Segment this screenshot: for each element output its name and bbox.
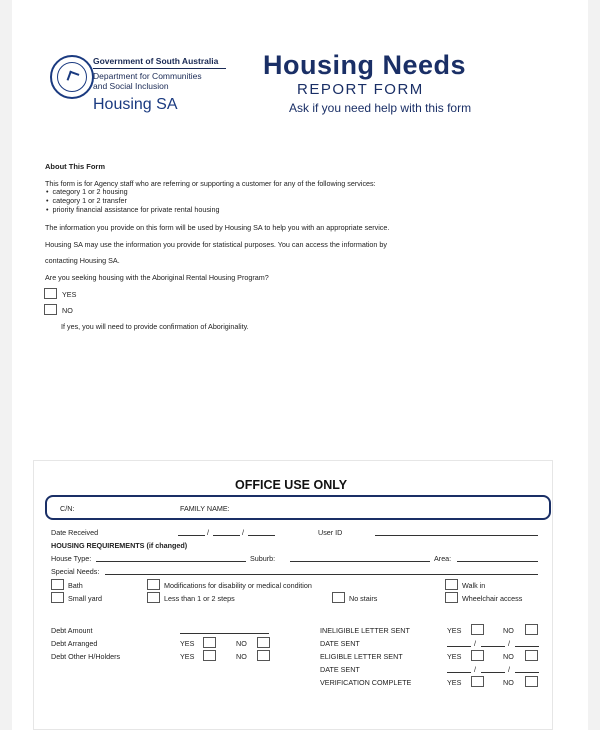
- eligible-no-label: NO: [503, 652, 514, 661]
- modifications-checkbox[interactable]: [147, 579, 160, 590]
- no-stairs-checkbox[interactable]: [332, 592, 345, 603]
- special-needs-label: Special Needs:: [51, 567, 100, 576]
- suburb-field[interactable]: [290, 561, 430, 562]
- debt-amount-label: Debt Amount: [51, 626, 93, 635]
- about-intro: This form is for Agency staff who are referring or supporting a customer for any of the following services:: [45, 179, 376, 188]
- debt-other-no-checkbox[interactable]: [257, 650, 270, 661]
- date-slash: /: [207, 528, 209, 537]
- aboriginality-note: If yes, you will need to provide confirmation of Aboriginality.: [61, 322, 249, 331]
- date-sent-label: DATE SENT: [320, 665, 360, 674]
- dept-name: [93, 71, 233, 91]
- no-label: NO: [62, 306, 73, 315]
- debt-other-no-label: NO: [236, 652, 247, 661]
- date-slash: /: [474, 665, 476, 674]
- debt-other-yes-label: YES: [180, 652, 195, 661]
- government-seal-icon: [50, 55, 94, 99]
- yes-label: YES: [62, 290, 77, 299]
- debt-arranged-yes-label: YES: [180, 639, 195, 648]
- debt-other-yes-checkbox[interactable]: [203, 650, 216, 661]
- eligible-date-month[interactable]: [481, 672, 505, 673]
- form-title: Housing Needs: [263, 50, 467, 80]
- no-stairs-label: No stairs: [349, 594, 378, 603]
- eligible-label: ELIGIBLE LETTER SENT: [320, 652, 403, 661]
- area-field[interactable]: [457, 561, 538, 562]
- gov-name: Government of South Australia: [93, 56, 219, 66]
- house-type-label: House Type:: [51, 554, 92, 563]
- date-slash: /: [508, 665, 510, 674]
- bath-checkbox[interactable]: [51, 579, 64, 590]
- date-sent-label: DATE SENT: [320, 639, 360, 648]
- list-item: • category 1 or 2 housing: [46, 187, 220, 196]
- walk-in-label: Walk in: [462, 581, 486, 590]
- small-yard-label: Small yard: [68, 594, 102, 603]
- requirements-heading: HOUSING REQUIREMENTS (if changed): [51, 541, 188, 550]
- date-slash: /: [508, 639, 510, 648]
- user-id-label: User ID: [318, 528, 343, 537]
- debt-arranged-yes-checkbox[interactable]: [203, 637, 216, 648]
- house-type-field[interactable]: [96, 561, 246, 562]
- less-steps-checkbox[interactable]: [147, 592, 160, 603]
- eligible-no-checkbox[interactable]: [525, 650, 538, 661]
- eligible-yes-checkbox[interactable]: [471, 650, 484, 661]
- cn-field-box[interactable]: [45, 495, 551, 520]
- date-day-field[interactable]: [178, 535, 205, 536]
- eligible-yes-label: YES: [447, 652, 462, 661]
- org-name: Housing SA: [93, 96, 178, 113]
- bath-label: Bath: [68, 581, 83, 590]
- eligible-date-day[interactable]: [447, 672, 471, 673]
- help-text: Ask if you need help with this form: [289, 101, 472, 115]
- verification-no-label: NO: [503, 678, 514, 687]
- gov-divider: [93, 68, 226, 69]
- list-item: • priority financial assistance for private rental housing: [46, 205, 220, 214]
- ineligible-no-checkbox[interactable]: [525, 624, 538, 635]
- date-slash: /: [474, 639, 476, 648]
- date-slash: /: [242, 528, 244, 537]
- ineligible-no-label: NO: [503, 626, 514, 635]
- wheelchair-checkbox[interactable]: [445, 592, 458, 603]
- verification-label: VERIFICATION COMPLETE: [320, 678, 412, 687]
- modifications-label: Modifications for disability or medical condition: [164, 581, 312, 590]
- special-needs-field[interactable]: [105, 574, 538, 575]
- debt-arranged-no-label: NO: [236, 639, 247, 648]
- verification-yes-checkbox[interactable]: [471, 676, 484, 687]
- ineligible-yes-label: YES: [447, 626, 462, 635]
- less-steps-label: Less than 1 or 2 steps: [164, 594, 235, 603]
- walk-in-checkbox[interactable]: [445, 579, 458, 590]
- ineligible-date-year[interactable]: [515, 646, 539, 647]
- eligible-date-year[interactable]: [515, 672, 539, 673]
- dept-line2: and Social Inclusion: [93, 81, 169, 91]
- debt-amount-field[interactable]: [180, 633, 269, 634]
- services-list: [46, 187, 220, 214]
- user-id-field[interactable]: [375, 535, 538, 536]
- office-title: OFFICE USE ONLY: [235, 478, 348, 492]
- about-heading: About This Form: [45, 162, 105, 171]
- family-name-label: FAMILY NAME:: [180, 504, 230, 513]
- form-subtitle: REPORT FORM: [297, 81, 424, 98]
- list-item: • category 1 or 2 transfer: [46, 196, 220, 205]
- verification-yes-label: YES: [447, 678, 462, 687]
- verification-no-checkbox[interactable]: [525, 676, 538, 687]
- ineligible-yes-checkbox[interactable]: [471, 624, 484, 635]
- date-year-field[interactable]: [248, 535, 275, 536]
- about-para1: The information you provide on this form will be used by Housing SA to help you with an appropriate service.: [45, 223, 390, 232]
- debt-arranged-label: Debt Arranged: [51, 639, 98, 648]
- date-received-label: Date Received: [51, 528, 99, 537]
- about-para2: Housing SA may use the information you provide for statistical purposes. You can access the information by: [45, 240, 387, 249]
- cn-label: C/N:: [60, 504, 75, 513]
- dept-line1: Department for Communities: [93, 71, 202, 81]
- date-month-field[interactable]: [213, 535, 240, 536]
- ineligible-date-month[interactable]: [481, 646, 505, 647]
- no-checkbox[interactable]: [44, 304, 57, 315]
- about-para2-cont: contacting Housing SA.: [45, 256, 120, 265]
- yes-checkbox[interactable]: [44, 288, 57, 299]
- area-label: Area:: [434, 554, 452, 563]
- wheelchair-label: Wheelchair access: [462, 594, 523, 603]
- debt-arranged-no-checkbox[interactable]: [257, 637, 270, 648]
- aboriginal-question: Are you seeking housing with the Aboriginal Rental Housing Program?: [45, 273, 269, 282]
- ineligible-label: INELIGIBLE LETTER SENT: [320, 626, 410, 635]
- debt-other-label: Debt Other H/Holders: [51, 652, 121, 661]
- ineligible-date-day[interactable]: [447, 646, 471, 647]
- small-yard-checkbox[interactable]: [51, 592, 64, 603]
- suburb-label: Suburb:: [250, 554, 276, 563]
